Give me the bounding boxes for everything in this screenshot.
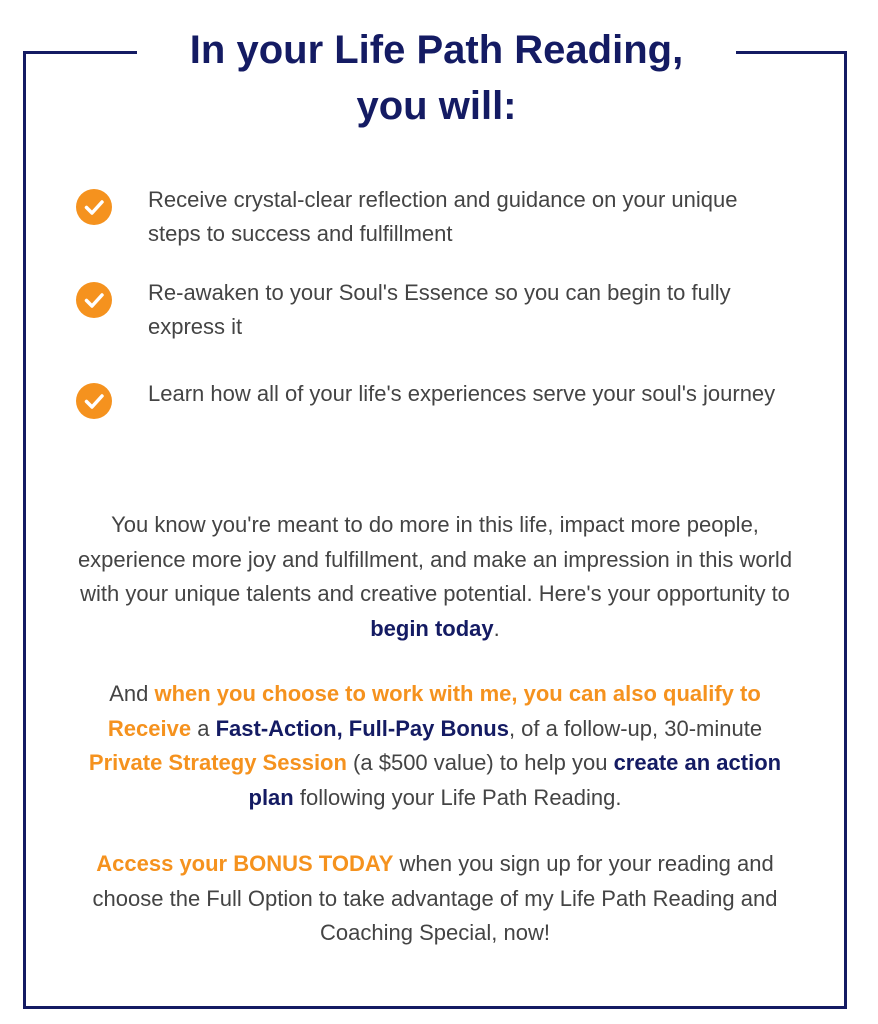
bonus-text-4: (a $500 value) to help you — [346, 750, 614, 775]
bonus-text-1: And — [109, 681, 155, 706]
benefit-item — [76, 276, 796, 346]
frame-top-right-rule — [736, 51, 847, 54]
check-circle-icon — [76, 282, 112, 318]
benefit-text: Learn how all of your life's experiences serve your soul's journey — [148, 381, 776, 406]
frame-top-left-rule — [23, 51, 137, 54]
fast-action-bonus-highlight: Fast-Action, Full-Pay Bonus — [215, 715, 509, 741]
bonus-text-3: , of a follow-up, 30-minute — [508, 715, 763, 741]
title-line-1: In your Life Path Reading, — [189, 28, 684, 72]
intro-paragraph — [70, 508, 800, 646]
benefit-item — [76, 183, 796, 253]
access-bonus-highlight: Access your BONUS TODAY — [96, 851, 394, 876]
benefit-item — [76, 377, 796, 447]
check-circle-icon — [76, 383, 112, 419]
intro-text-2: . — [493, 615, 500, 641]
qualify-highlight: when you choose to work with me, you can also qualify to Receive — [107, 681, 761, 741]
benefit-text: Re-awaken to your Soul's Essence so you can begin to fully express it — [148, 280, 731, 339]
strategy-session-highlight: Private Strategy Session — [88, 750, 347, 775]
check-circle-icon — [76, 189, 112, 225]
bonus-text-5: following your Life Path Reading. — [293, 784, 622, 810]
access-text-1: when you sign up for your reading and choose the Full Option to take advantage of my Life Path Reading and Coaching Special, now! — [92, 851, 778, 945]
access-paragraph — [70, 847, 800, 951]
title-line-2: you will: — [356, 84, 517, 128]
intro-text-1: You know you're meant to do more in this life, impact more people, experience more joy and fulfillment, and make an impression in this world with your unique talents and creative potential. Here's your opportunity to — [77, 512, 793, 606]
begin-today-highlight: begin today — [370, 615, 494, 641]
bonus-paragraph — [70, 677, 800, 815]
page-title — [137, 22, 736, 134]
bonus-text-2: a — [191, 715, 216, 741]
benefit-text: Receive crystal-clear reflection and guidance on your unique steps to success and fulfillment — [148, 187, 738, 246]
action-plan-highlight: create an action plan — [248, 750, 782, 810]
